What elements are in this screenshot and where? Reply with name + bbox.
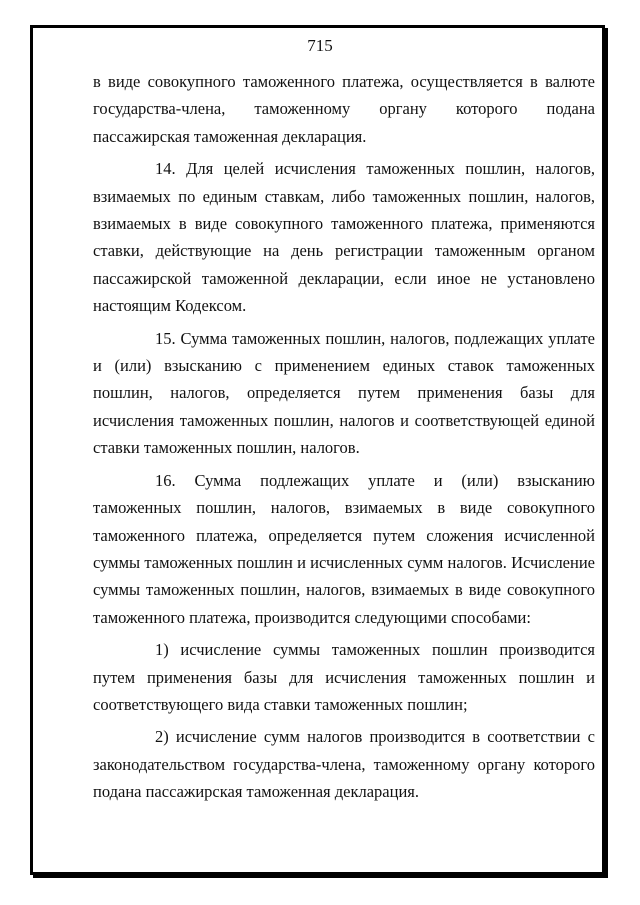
paragraph-subitem-2: 2) исчисление сумм налогов производится в соответствии с законодательством государства-члена, таможенному органу которого подана пассажирская таможенная декларация. bbox=[93, 727, 595, 802]
document-body bbox=[93, 68, 595, 811]
paragraph-item-14: 14. Для целей исчисления таможенных пошлин, налогов, взимаемых по единым ставкам, либо таможенных пошлин, налогов, взимаемых в виде совокупного таможенного платежа, применяются ставки, действующие на день регистрации таможенным органом пассажирской таможенной декларации, если иное не установлено настоящим Кодексом. bbox=[93, 159, 595, 316]
paragraph-subitem-1: 1) исчисление суммы таможенных пошлин производится путем применения базы для исчисления таможенных пошлин и соответствующего вида ставки таможенных пошлин; bbox=[93, 640, 595, 714]
paragraph-item-16: 16. Сумма подлежащих уплате и (или) взысканию таможенных пошлин, налогов, взимаемых в виде совокупного таможенного платежа, определяется путем сложения исчисленной суммы таможенных пошлин и исчисленных сумм налогов. Исчисление суммы таможенных пошлин, налогов, взимаемых в виде совокупного таможенного платежа, производится следующими способами: bbox=[93, 470, 595, 627]
page-number: 715 bbox=[307, 36, 333, 55]
paragraph-item-15: 15. Сумма таможенных пошлин, налогов, подлежащих уплате и (или) взысканию с применением единых ставок таможенных пошлин, налогов, определяется путем применения базы для исчисления таможенных пошлин, налогов и соответствующей единой ставки таможенных пошлин, налогов. bbox=[93, 328, 595, 458]
paragraph-continuation: в виде совокупного таможенного платежа, осуществляется в валюте государства-члена, таможенному органу которого подана пассажирская таможенная декларация. bbox=[93, 72, 595, 146]
